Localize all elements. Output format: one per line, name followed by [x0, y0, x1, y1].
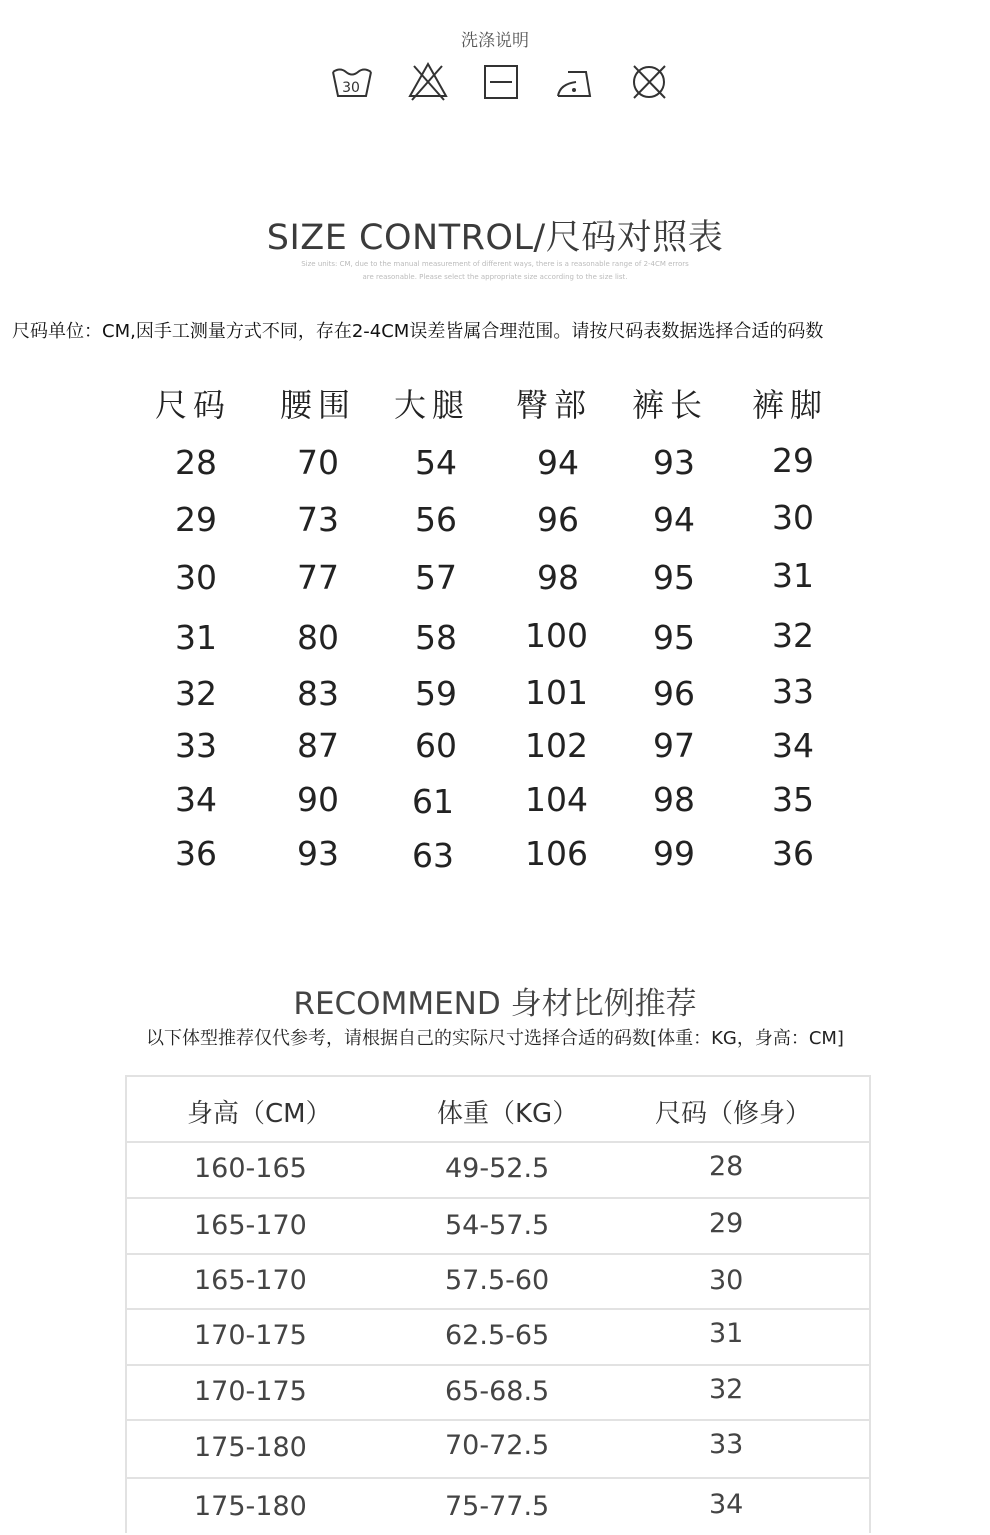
fit-size-cell: 32	[709, 1374, 744, 1405]
size-cell: 58	[415, 618, 457, 657]
table-row	[127, 1366, 869, 1421]
size-cell: 95	[653, 558, 695, 597]
size-cell: 96	[653, 674, 695, 713]
weight-cell: 70-72.5	[445, 1430, 550, 1461]
recommend-table	[125, 1075, 871, 1533]
size-cell: 102	[525, 726, 588, 765]
height-cell: 170-175	[194, 1320, 307, 1351]
fit-size-cell: 33	[709, 1429, 744, 1460]
weight-cell: 62.5-65	[445, 1320, 550, 1351]
size-cell: 31	[175, 618, 217, 657]
size-cell: 96	[537, 500, 579, 539]
size-cell: 104	[525, 780, 588, 819]
size-unit-note: 尺码单位：CM,因手工测量方式不同，存在2-4CM误差皆属合理范围。请按尺码表数据选择合适的码数	[12, 321, 824, 342]
size-cell: 56	[415, 500, 457, 539]
size-cell: 63	[412, 836, 454, 875]
recommend-title: RECOMMEND 身材比例推荐	[293, 986, 697, 1022]
size-control-subtitle: Size units: CM, due to the manual measurement of different ways, there is a reasonable range of 2-4CM errors	[301, 260, 689, 268]
no-dry-clean-icon	[628, 60, 672, 104]
header-thigh: 大腿	[394, 386, 471, 424]
size-cell: 98	[653, 780, 695, 819]
dry-flat-icon	[480, 60, 524, 104]
header-length: 裤长	[632, 386, 709, 424]
size-cell: 30	[772, 498, 814, 537]
height-cell: 160-165	[194, 1153, 307, 1184]
size-cell: 32	[175, 674, 217, 713]
size-cell: 36	[772, 834, 814, 873]
size-cell: 80	[297, 618, 339, 657]
size-cell: 99	[653, 834, 695, 873]
table-row	[127, 1421, 869, 1479]
size-cell: 73	[297, 500, 339, 539]
size-cell: 28	[175, 443, 217, 482]
size-cell: 93	[297, 834, 339, 873]
table-row	[127, 1310, 869, 1366]
size-cell: 33	[772, 672, 814, 711]
size-control-subtitle-2: are reasonable. Please select the appropriate size according to the size list.	[362, 273, 628, 281]
size-cell: 54	[415, 443, 457, 482]
size-cell: 106	[525, 834, 588, 873]
size-cell: 29	[772, 441, 814, 480]
size-cell: 97	[653, 726, 695, 765]
height-cell: 165-170	[194, 1210, 307, 1241]
header-weight: 体重（KG）	[437, 1099, 579, 1129]
size-cell: 33	[175, 726, 217, 765]
size-cell: 93	[653, 443, 695, 482]
size-cell: 101	[525, 673, 588, 712]
size-cell: 36	[175, 834, 217, 873]
size-control-title: SIZE CONTROL/尺码对照表	[266, 218, 724, 258]
size-cell: 100	[525, 616, 588, 655]
size-cell: 30	[175, 558, 217, 597]
size-cell: 90	[297, 780, 339, 819]
header-waist: 腰围	[280, 386, 357, 424]
size-cell: 94	[653, 500, 695, 539]
size-cell: 31	[772, 556, 814, 595]
size-cell: 59	[415, 674, 457, 713]
size-cell: 98	[537, 558, 579, 597]
weight-cell: 57.5-60	[445, 1265, 550, 1296]
size-cell: 83	[297, 674, 339, 713]
svg-text:30: 30	[342, 80, 360, 96]
fit-size-cell: 31	[709, 1318, 744, 1349]
size-cell: 60	[415, 726, 457, 765]
care-icons	[330, 60, 670, 106]
iron-low-icon	[554, 60, 598, 104]
size-cell: 77	[297, 558, 339, 597]
header-hip: 臀部	[516, 386, 593, 424]
weight-cell: 49-52.5	[445, 1153, 550, 1184]
size-cell: 95	[653, 618, 695, 657]
size-cell: 87	[297, 726, 339, 765]
care-title: 洗涤说明	[461, 31, 529, 51]
size-cell: 29	[175, 500, 217, 539]
fit-size-cell: 29	[709, 1208, 744, 1239]
table-row	[127, 1141, 869, 1199]
table-row	[127, 1255, 869, 1310]
height-cell: 175-180	[194, 1491, 307, 1522]
header-height: 身高（CM）	[187, 1099, 332, 1129]
size-cell: 70	[297, 443, 339, 482]
weight-cell: 75-77.5	[445, 1491, 550, 1522]
table-row	[127, 1199, 869, 1255]
height-cell: 165-170	[194, 1265, 307, 1296]
wash-30-icon	[330, 60, 374, 104]
fit-size-cell: 34	[709, 1489, 744, 1520]
size-cell: 34	[175, 780, 217, 819]
size-cell: 35	[772, 780, 814, 819]
recommend-note: 以下体型推荐仅代参考，请根据自己的实际尺寸选择合适的码数[体重：KG，身高：CM]	[146, 1028, 844, 1049]
header-size: 尺码	[155, 386, 232, 424]
weight-cell: 54-57.5	[445, 1210, 550, 1241]
weight-cell: 65-68.5	[445, 1376, 550, 1407]
header-leg-opening: 裤脚	[752, 386, 829, 424]
size-cell: 32	[772, 616, 814, 655]
recommend-header-row	[127, 1077, 869, 1143]
fit-size-cell: 30	[709, 1265, 744, 1296]
header-fit-size: 尺码（修身）	[655, 1099, 812, 1129]
height-cell: 170-175	[194, 1376, 307, 1407]
size-cell: 61	[412, 782, 454, 821]
table-row	[127, 1479, 869, 1535]
size-cell: 94	[537, 443, 579, 482]
height-cell: 175-180	[194, 1432, 307, 1463]
size-cell: 57	[415, 558, 457, 597]
no-bleach-icon	[406, 60, 450, 104]
fit-size-cell: 28	[709, 1151, 744, 1182]
size-cell: 34	[772, 726, 814, 765]
